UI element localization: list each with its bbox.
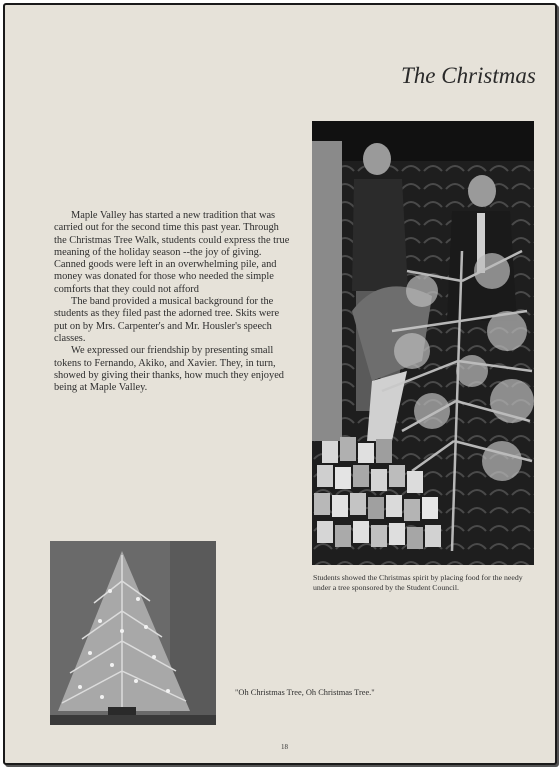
photo-students-tree xyxy=(312,121,534,565)
paragraph-3: We expressed our friendship by presenting small tokens to Fernando, Akiko, and Xavier. They, in turn, showed by giving their thanks, how much they enjoyed being at Maple Valley. xyxy=(54,345,284,394)
caption-christmas-tree: "Oh Christmas Tree, Oh Christmas Tree." xyxy=(235,688,375,697)
paragraph-2: The band provided a musical background for the students as they filed past the adorned tree. Skits were put on by Mrs. Carpenter's and Mr. Housler's speech classes. xyxy=(54,296,280,344)
caption-students-tree: Students showed the Christmas spirit by placing food for the needy under a tree sponsored by the Student Council. xyxy=(313,573,523,592)
photo-christmas-tree xyxy=(50,541,216,725)
article-body xyxy=(54,210,294,394)
page-title: The Christmas xyxy=(401,63,536,88)
page-number: 18 xyxy=(281,743,288,751)
photo-christmas-tree-image xyxy=(50,541,216,725)
yearbook-page xyxy=(3,3,557,765)
paragraph-1: Maple Valley has started a new tradition that was carried out for the second time this past year. Through the Christmas Tree Walk, students could express the true meaning of the holiday season --the joy of giving. Canned goods were left in an overwhelming pile, and money was donated for those who needed the simple comforts that they could not afford xyxy=(54,210,290,295)
photo-students-tree-image xyxy=(312,121,534,565)
